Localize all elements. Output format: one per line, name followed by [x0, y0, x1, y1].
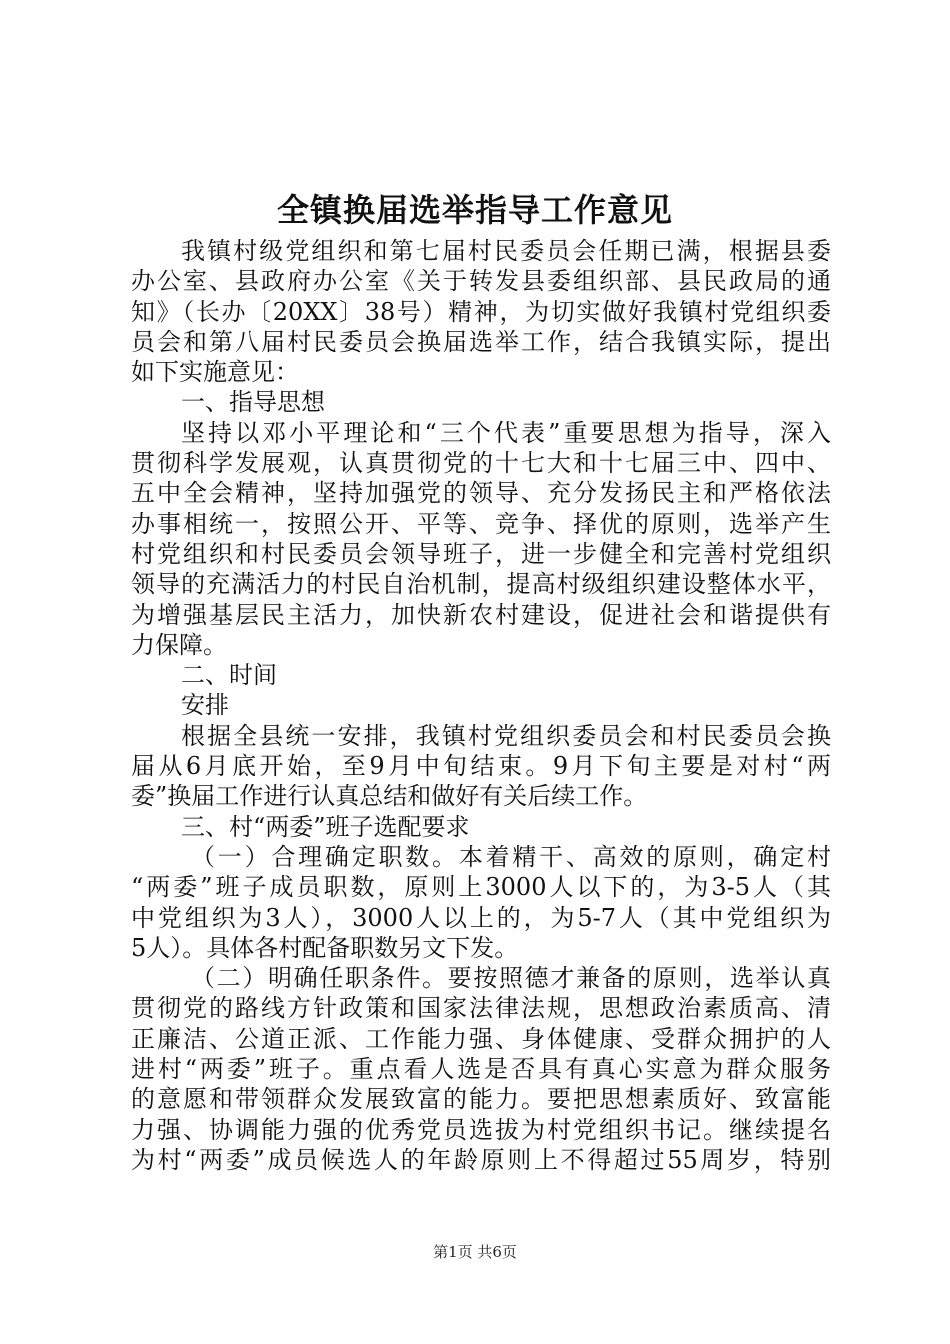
- paragraph-line: 委”换届工作进行认真总结和做好有关后续工作。: [131, 782, 648, 811]
- paragraph-line: 届从6月底开始，至9月中旬结束。9月下旬主要是对村“两: [131, 752, 831, 781]
- paragraph-line: 如下实施意见：: [131, 358, 299, 387]
- paragraph-line: （一）合理确定职数。本着精干、高效的原则，确定村: [191, 842, 831, 871]
- paragraph-line: 进村“两委”班子。重点看人选是否具有真心实意为群众服务: [131, 1055, 831, 1084]
- paragraph-line: 贯彻党的路线方针政策和国家法律法规，思想政治素质高、清: [131, 994, 831, 1023]
- section-heading: 一、指导思想: [181, 388, 325, 417]
- paragraph-line: 为村“两委”成员候选人的年龄原则上不得超过55周岁，特别: [131, 1145, 831, 1174]
- paragraph-line: 贯彻科学发展观，认真贯彻党的十七大和十七届三中、四中、: [131, 449, 831, 478]
- document-title: 全镇换届选举指导工作意见: [276, 191, 673, 229]
- paragraph-line: 员会和第八届村民委员会换届选举工作，结合我镇实际，提出: [131, 327, 831, 356]
- paragraph-line: 的意愿和带领群众发展致富的能力。要把思想素质好、致富能: [131, 1085, 831, 1114]
- section-heading: 二、时间: [181, 661, 277, 690]
- paragraph-line: 五中全会精神，坚持加强党的领导、充分发扬民主和严格依法: [131, 479, 831, 508]
- paragraph-line: 正廉洁、公道正派、工作能力强、身体健康、受群众拥护的人: [131, 1024, 831, 1053]
- paragraph-line: 根据全县统一安排，我镇村党组织委员会和村民委员会换: [181, 721, 831, 750]
- paragraph-line: 领导的充满活力的村民自治机制，提高村级组织建设整体水平，: [131, 570, 831, 599]
- section-heading: 安排: [181, 691, 229, 720]
- paragraph-line: “两委”班子成员职数，原则上3000人以下的，为3-5人（其: [131, 873, 831, 902]
- paragraph-line: 5人）。具体各村配备职数另文下发。: [131, 933, 519, 962]
- paragraph-line: 我镇村级党组织和第七届村民委员会任期已满，根据县委: [181, 237, 831, 265]
- paragraph-line: 坚持以邓小平理论和“三个代表”重要思想为指导，深入: [181, 418, 831, 447]
- paragraph-line: 为增强基层民主活力，加快新农村建设，促进社会和谐提供有: [131, 600, 831, 629]
- paragraph-line: （二）明确任职条件。要按照德才兼备的原则，选举认真: [191, 964, 831, 993]
- document-body: [131, 236, 831, 1175]
- paragraph-line: 中党组织为3人），3000人以上的，为5-7人（其中党组织为: [131, 903, 831, 932]
- page-footer: 第1页 共6页: [433, 1243, 517, 1261]
- paragraph-line: 办公室、县政府办公室《关于转发县委组织部、县民政局的通: [131, 267, 831, 296]
- section-heading: 三、村“两委”班子选配要求: [181, 812, 470, 841]
- paragraph-line: 力保障。: [131, 630, 227, 659]
- paragraph-line: 力强、协调能力强的优秀党员选拔为村党组织书记。继续提名: [131, 1115, 831, 1144]
- paragraph-line: 办事相统一，按照公开、平等、竞争、择优的原则，选举产生: [131, 509, 831, 538]
- paragraph-line: 村党组织和村民委员会领导班子，进一步健全和完善村党组织: [131, 539, 831, 568]
- paragraph-line: 知》（长办〔20XX〕38号）精神，为切实做好我镇村党组织委: [131, 297, 831, 326]
